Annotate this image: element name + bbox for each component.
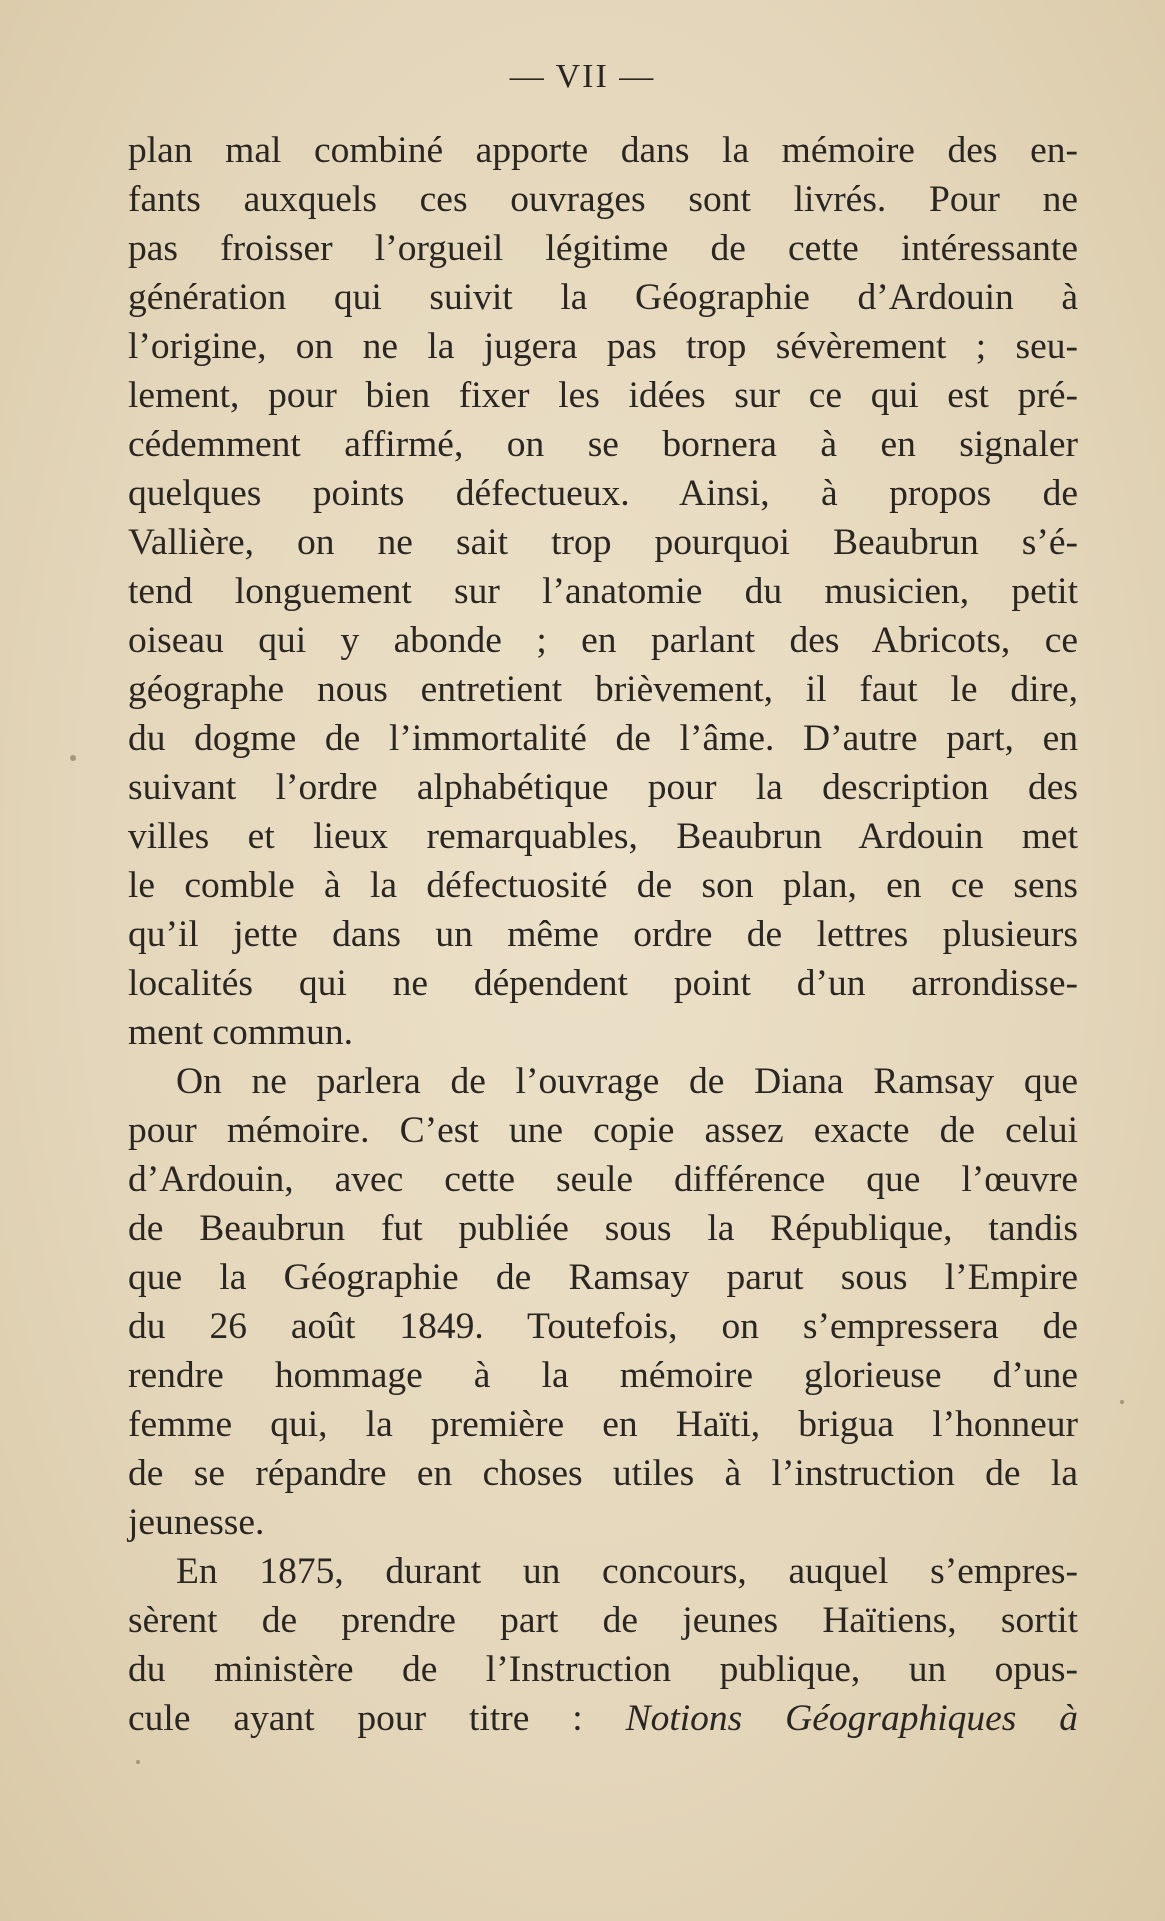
text-line: l’origine, on ne la jugera pas trop sévèrement ; seu- [128,326,1078,367]
text-line: du 26 août 1849. Toutefois, on s’empressera de [128,1306,1078,1347]
text-line: de Beaubrun fut publiée sous la République, tandis [128,1208,1078,1249]
text-line: plan mal combiné apporte dans la mémoire des en- [128,130,1078,171]
text-line-with-title [128,1694,1078,1743]
text-line: du ministère de l’Instruction publique, un opus- [128,1649,1078,1690]
paragraph-end-line: jeunesse. [128,1502,265,1543]
text-line: rendre hommage à la mémoire glorieuse d’une [128,1355,1078,1396]
text-line: quelques points défectueux. Ainsi, à propos de [128,473,1078,514]
text-line: suivant l’ordre alphabétique pour la description des [128,767,1078,808]
text-line: géographe nous entretient brièvement, il faut le dire, [128,669,1078,710]
text-line: cédemment affirmé, on se bornera à en signaler [128,424,1078,465]
text-line: pas froisser l’orgueil légitime de cette intéressante [128,228,1078,269]
paragraph-start-line: On ne parlera de l’ouvrage de Diana Ramsay que [176,1061,1078,1102]
text-line: oiseau qui y abonde ; en parlant des Abricots, ce [128,620,1078,661]
text-line: fants auxquels ces ouvrages sont livrés. Pour ne [128,179,1078,220]
text-line: génération qui suivit la Géographie d’Ardouin à [128,277,1078,318]
text-line: lement, pour bien fixer les idées sur ce qui est pré- [128,375,1078,416]
text-line: le comble à la défectuosité de son plan, en ce sens [128,865,1078,906]
text-line: tend longuement sur l’anatomie du musicien, petit [128,571,1078,612]
book-title-italic: Notions Géographiques à [625,1698,1078,1739]
paper-speck [136,1760,140,1764]
text-line: d’Ardouin, avec cette seule différence que l’œuvre [128,1159,1078,1200]
paper-speck [70,755,76,761]
text-line: de se répandre en choses utiles à l’instruction de la [128,1453,1078,1494]
text-line: femme qui, la première en Haïti, brigua l’honneur [128,1404,1078,1445]
text-line: qu’il jette dans un même ordre de lettres plusieurs [128,914,1078,955]
text-line: du dogme de l’immortalité de l’âme. D’autre part, en [128,718,1078,759]
paper-speck [1120,1400,1124,1404]
text-line: pour mémoire. C’est une copie assez exacte de celui [128,1110,1078,1151]
text-line: Vallière, on ne sait trop pourquoi Beaubrun s’é- [128,522,1078,563]
paragraph-start-line: En 1875, durant un concours, auquel s’empres- [176,1551,1078,1592]
paragraph-end-line: ment commun. [128,1012,353,1053]
text-line: localités qui ne dépendent point d’un arrondisse- [128,963,1078,1004]
page-number: — VII — [509,58,656,95]
text-line: sèrent de prendre part de jeunes Haïtiens, sortit [128,1600,1078,1641]
line-text: cule ayant pour titre : [128,1698,626,1739]
text-line: villes et lieux remarquables, Beaubrun Ardouin met [128,816,1078,857]
body-text [128,126,1078,1743]
text-line: que la Géographie de Ramsay parut sous l’Empire [128,1257,1078,1298]
